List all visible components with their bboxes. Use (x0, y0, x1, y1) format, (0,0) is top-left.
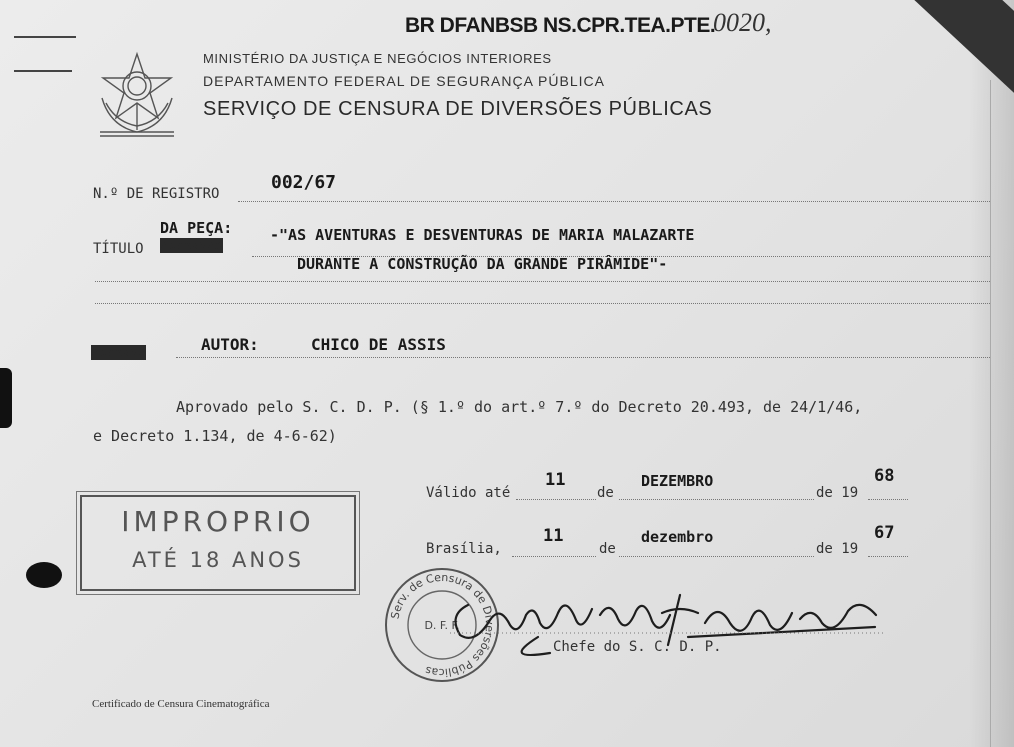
place-day: 11 (543, 526, 564, 546)
place-de-2: de 19 (816, 541, 859, 557)
title-type-insert: DA PEÇA: (160, 219, 233, 237)
title-type-overstrike: xxxxxxxx (160, 238, 223, 253)
paper-fold-line (990, 80, 991, 747)
place-de-1: de (599, 541, 616, 557)
valid-year-dotted-line (868, 499, 908, 500)
title-dotted-line-2 (95, 281, 990, 282)
author-overstrike: xxxxxxx (91, 345, 146, 360)
place-day-dotted-line (512, 556, 596, 557)
place-month-dotted-line (619, 556, 814, 557)
punch-hole-mark (26, 562, 62, 588)
place-year: 67 (874, 523, 895, 543)
registration-dotted-line (238, 201, 990, 202)
valid-month-dotted-line (619, 499, 814, 500)
valid-month: DEZEMBRO (641, 472, 714, 490)
ministry-heading: MINISTÉRIO DA JUSTIÇA E NEGÓCIOS INTERIORES (203, 51, 552, 66)
approval-text-line-2: e Decreto 1.134, de 4-6-62) (93, 427, 337, 445)
registration-label: N.º DE REGISTRO (93, 186, 220, 202)
valid-de-1: de (597, 485, 614, 501)
archive-number: 0020, (713, 8, 772, 37)
archive-reference: BR DFANBSB NS.CPR.TEA.PTE. (405, 14, 716, 37)
service-heading: SERVIÇO DE CENSURA DE DIVERSÕES PÚBLICAS (203, 98, 713, 120)
page-edge-shadow (969, 0, 1014, 747)
author-label: AUTOR: (201, 335, 259, 354)
valid-day: 11 (545, 470, 566, 490)
approval-text-line-1: Aprovado pelo S. C. D. P. (§ 1.º do art.º 7.º do Decreto 20.493, de 24/1/46, (176, 398, 863, 416)
margin-rule-top (14, 36, 76, 38)
ink-blot-left-edge (0, 368, 12, 428)
play-title-line-1: -"AS AVENTURAS E DESVENTURAS DE MARIA MALAZARTE (270, 226, 695, 244)
registration-number: 002/67 (271, 172, 337, 193)
valid-de-2: de 19 (816, 485, 859, 501)
signatory-title: Chefe do S. C. D. P. (553, 639, 722, 655)
title-dotted-line-3 (95, 303, 990, 304)
certificate-footer: Certificado de Censura Cinematográfica (92, 698, 270, 710)
stamp-age-text: ATÉ 18 ANOS (132, 548, 304, 572)
seal-ring-text: Serv. de Censura de Diversões Públicas (388, 570, 497, 680)
place-year-dotted-line (868, 556, 908, 557)
author-name: CHICO DE ASSIS (311, 335, 446, 354)
valid-day-dotted-line (516, 499, 596, 500)
valid-year: 68 (874, 466, 895, 486)
author-dotted-line (176, 357, 990, 358)
valid-until-label: Válido até (426, 485, 511, 501)
stamp-impropio-text: IMPROPRIO (121, 505, 315, 538)
place-label: Brasília, (426, 541, 502, 557)
play-title-line-2: DURANTE A CONSTRUÇÃO DA GRANDE PIRÂMIDE"- (297, 255, 668, 273)
margin-rule-bottom (14, 70, 72, 72)
title-label: TÍTULO (93, 241, 144, 257)
department-heading: DEPARTAMENTO FEDERAL DE SEGURANÇA PÚBLICA (203, 73, 605, 89)
place-month: dezembro (641, 528, 714, 546)
age-rating-stamp (80, 495, 356, 591)
coat-of-arms-icon (92, 48, 182, 138)
seal-center-text: D. F. F. (424, 619, 460, 632)
